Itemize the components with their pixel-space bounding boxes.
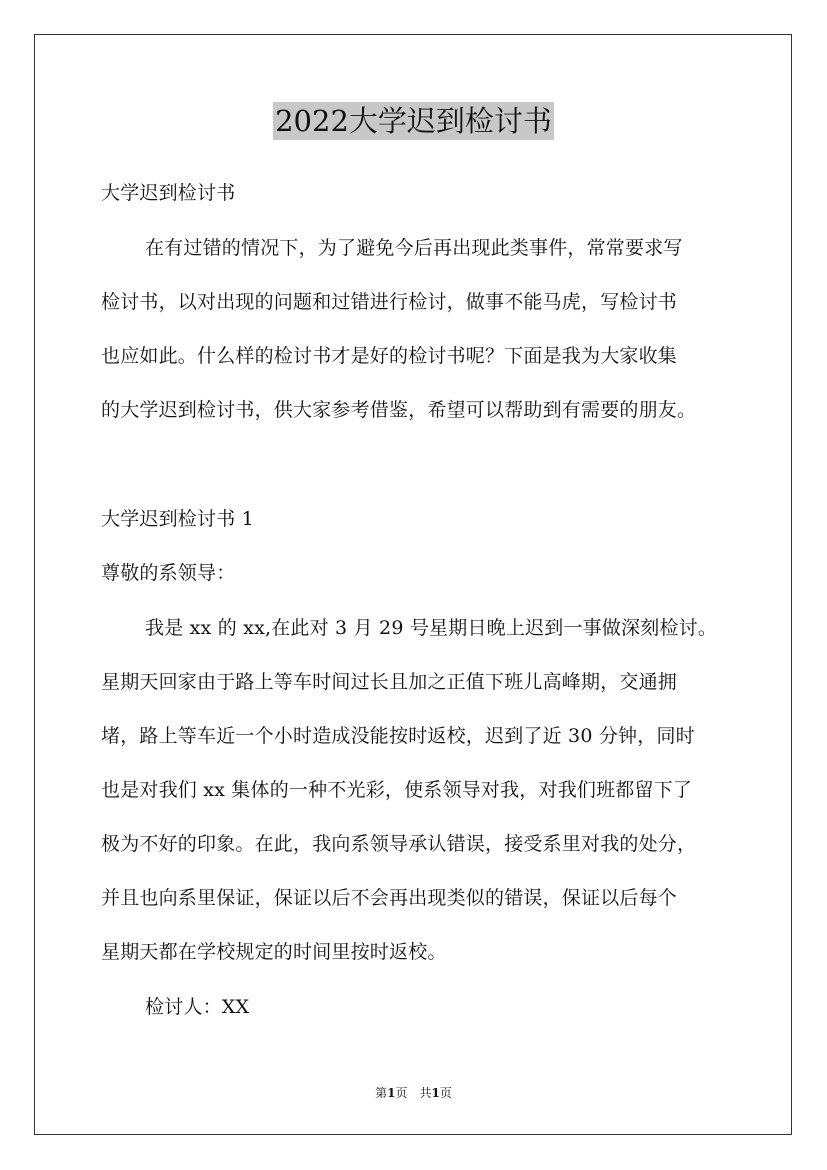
footer-page-number: 1	[387, 1086, 396, 1100]
title-wrap	[0, 102, 827, 140]
letter-title: 大学迟到检讨书 1	[101, 508, 254, 530]
intro-line-2: 检讨书，以对出现的问题和过错进行检讨，做事不能马虎，写检讨书	[101, 291, 678, 313]
section-heading: 大学迟到检讨书	[101, 182, 236, 204]
footer-page-total: 1	[431, 1086, 440, 1100]
signature: 检讨人：XX	[145, 996, 250, 1018]
body-line-5: 极为不好的印象。在此，我向系领导承认错误，接受系里对我的处分，	[101, 833, 697, 855]
intro-line-3: 也应如此。什么样的检讨书才是好的检讨书呢？下面是我为大家收集	[101, 345, 678, 367]
intro-line-4: 的大学迟到检讨书，供大家参考借鉴，希望可以帮助到有需要的朋友。	[101, 399, 697, 421]
salutation: 尊敬的系领导：	[101, 562, 236, 584]
body-line-1: 我是 xx 的 xx,在此对 3 月 29 号星期日晚上迟到一事做深刻检讨。	[145, 617, 718, 639]
body-line-4: 也是对我们 xx 集体的一种不光彩，使系领导对我，对我们班都留下了	[101, 779, 693, 801]
page-footer	[0, 1086, 827, 1100]
footer-mid: 页 共	[395, 1086, 432, 1100]
body-line-6: 并且也向系里保证，保证以后不会再出现类似的错误，保证以后每个	[101, 887, 678, 909]
body-line-3: 堵，路上等车近一个小时造成没能按时返校，迟到了近 30 分钟，同时	[101, 725, 695, 747]
intro-line-1: 在有过错的情况下，为了避免今后再出现此类事件，常常要求写	[145, 237, 683, 259]
footer-suffix: 页	[439, 1086, 452, 1100]
body-line-2: 星期天回家由于路上等车时间过长且加之正值下班儿高峰期，交通拥	[101, 671, 678, 693]
document-title: 2022大学迟到检讨书	[275, 104, 552, 138]
body-line-7: 星期天都在学校规定的时间里按时返校。	[101, 941, 447, 963]
footer-prefix: 第	[375, 1086, 388, 1100]
